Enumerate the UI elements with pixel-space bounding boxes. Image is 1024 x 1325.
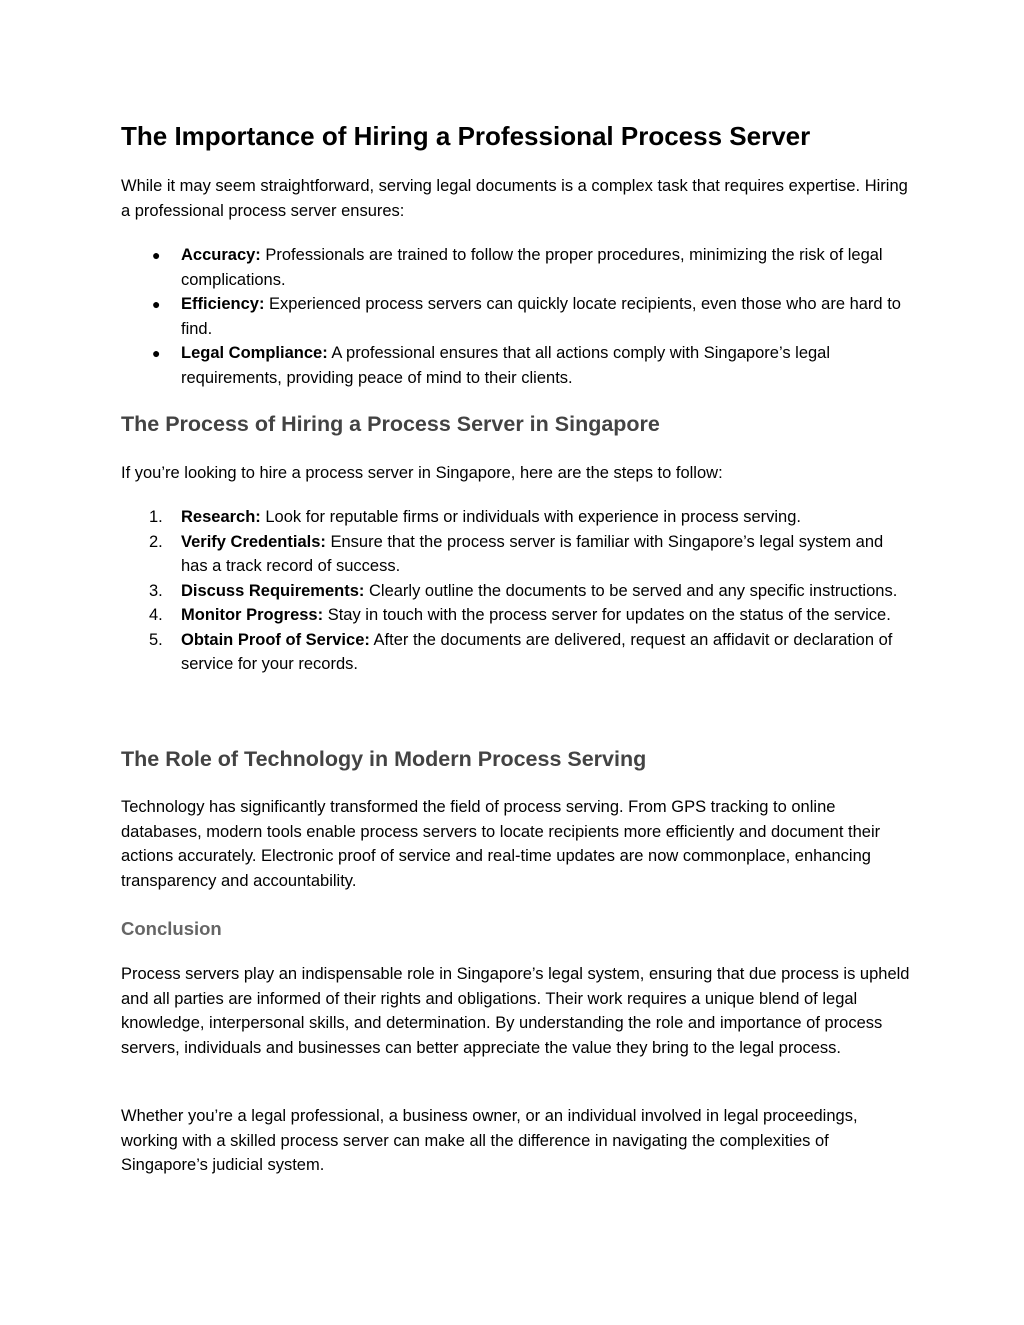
benefit-term: Accuracy: [181, 246, 261, 264]
list-item [121, 341, 911, 390]
bullet-icon: ● [152, 247, 161, 263]
step-text: Stay in touch with the process server for updates on the status of the service. [323, 606, 891, 624]
step-number: 2. [149, 532, 163, 551]
step-number: 3. [149, 581, 163, 600]
step-term: Obtain Proof of Service: [181, 630, 370, 649]
document-title: The Importance of Hiring a Professional Process Server [121, 121, 811, 151]
list-item [121, 243, 911, 292]
step-number: 5. [149, 630, 163, 649]
section-heading-technology: The Role of Technology in Modern Process Serving [121, 747, 647, 771]
step-text: Look for reputable firms or individuals with experience in process serving. [260, 508, 801, 526]
benefit-text: A professional ensures that all actions comply with Singapore’s legal requirements, providing peace of mind to their clients. [181, 344, 831, 387]
benefit-term: Legal Compliance: [181, 344, 328, 362]
benefit-text: Experienced process servers can quickly locate recipients, even those who are hard to find. [181, 295, 901, 338]
step-number: 1. [149, 508, 163, 526]
bullet-icon: ● [152, 345, 161, 361]
list-item [121, 579, 911, 604]
benefit-term: Efficiency: [181, 295, 265, 313]
benefits-list [121, 243, 911, 390]
list-item [121, 292, 911, 341]
step-term: Verify Credentials: [181, 532, 326, 551]
bullet-icon: ● [152, 296, 161, 312]
step-text: Ensure that the process server is familiar with Singapore’s legal system and has a track record of success. [181, 532, 884, 575]
conclusion-paragraph-2: Whether you’re a legal professional, a business owner, or an individual involved in legal proceedings, working with a skilled process server can make all the difference in navigating the complexities of Singapore’s judicial system. [121, 1107, 858, 1174]
step-term: Research: [181, 508, 261, 526]
hiring-intro-paragraph: If you’re looking to hire a process server in Singapore, here are the steps to follow: [121, 464, 723, 482]
conclusion-paragraph-1: Process servers play an indispensable role in Singapore’s legal system, ensuring that due process is upheld and all parties are informed of their rights and obligations. Their work requires a unique blend of legal knowledge, interpersonal skills, and determination. By understanding the role and importance of process servers, individuals and businesses can better appreciate the value they bring to the legal process. [121, 965, 910, 1057]
list-item [121, 505, 911, 530]
step-number: 4. [149, 606, 163, 624]
step-text: Clearly outline the documents to be served and any specific instructions. [364, 581, 898, 600]
step-text: After the documents are delivered, request an affidavit or declaration of service for your records. [181, 630, 893, 673]
list-item [121, 628, 911, 677]
benefit-text: Professionals are trained to follow the proper procedures, minimizing the risk of legal complications. [181, 246, 883, 289]
list-item [121, 603, 911, 628]
technology-paragraph: Technology has significantly transformed the field of process serving. From GPS tracking to online databases, modern tools enable process servers to locate recipients more efficiently and document their actions accurately. Electronic proof of service and real-time updates are now commonplace, enhancing transparency and accountability. [121, 798, 881, 890]
section-heading-hiring: The Process of Hiring a Process Server in Singapore [121, 412, 660, 436]
step-term: Monitor Progress: [181, 606, 324, 624]
list-item [121, 530, 911, 579]
step-term: Discuss Requirements: [181, 581, 365, 600]
intro-paragraph: While it may seem straightforward, serving legal documents is a complex task that requires expertise. Hiring a professional process server ensures: [121, 177, 908, 220]
hiring-steps-list [121, 505, 911, 677]
section-heading-conclusion: Conclusion [121, 918, 222, 939]
